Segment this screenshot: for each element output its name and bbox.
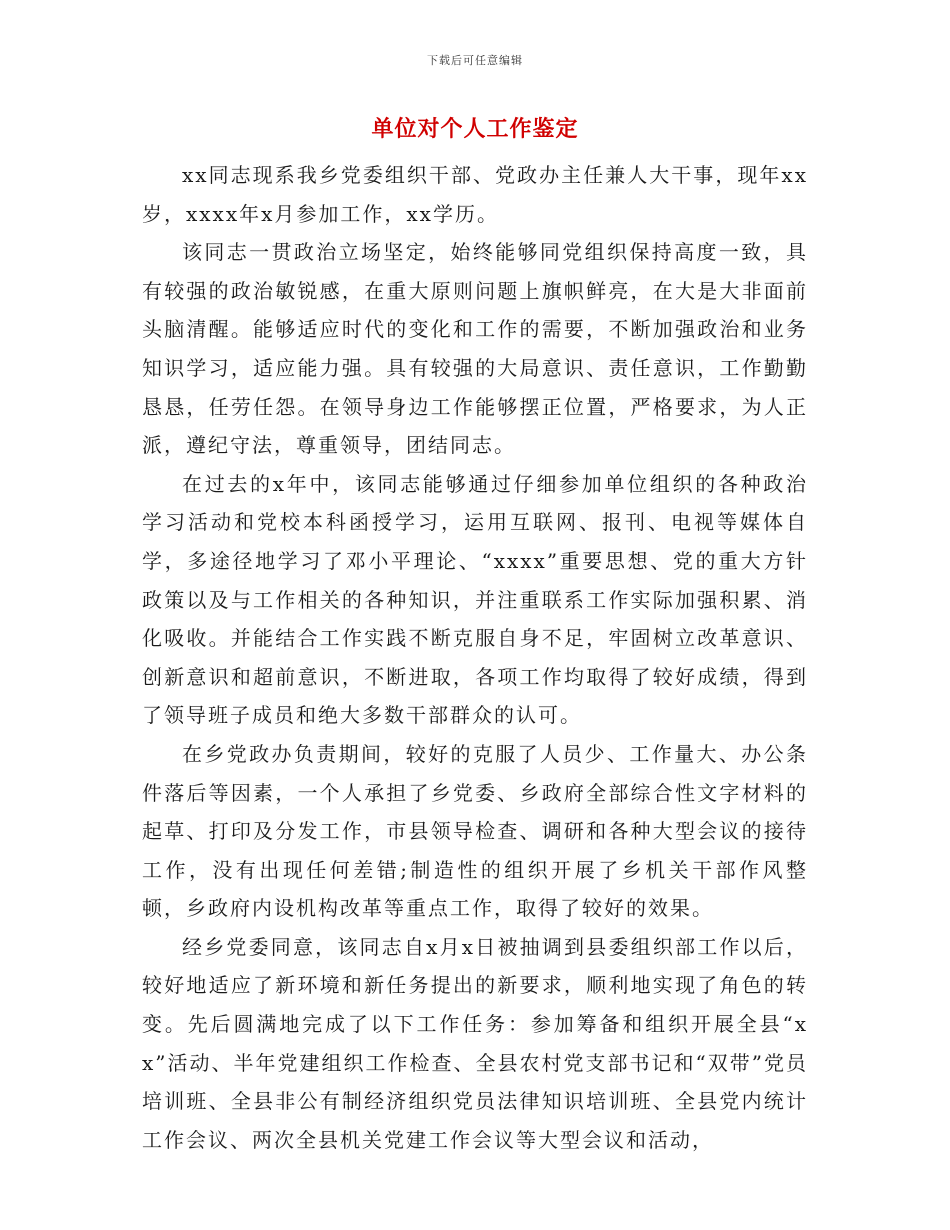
paragraph-intro: xx同志现系我乡党委组织干部、党政办主任兼人大干事，现年xx岁，xxxx年x月参加工作，xx学历。	[142, 163, 808, 226]
document-body	[142, 156, 808, 1159]
paragraph-office-work: 在乡党政办负责期间，较好的克服了人员少、工作量大、办公条件落后等因素，一个人承担了乡党委、乡政府全部综合性文字材料的起草、打印及分发工作，市县领导检查、调研和各种大型会议的接待工作，没有出现任何差错;制造性的组织开展了乡机关干部作风整顿，乡政府内设机构改革等重点工作，取得了较好的效果。	[142, 741, 808, 921]
header-note: 下载后可任意编辑	[427, 54, 523, 67]
paragraph-secondment: 经乡党委同意，该同志自x月x日被抽调到县委组织部工作以后，较好地适应了新环境和新任务提出的新要求，顺利地实现了角色的转变。先后圆满地完成了以下工作任务：参加筹备和组织开展全县“xx”活动、半年党建组织工作检查、全县农村党支部书记和“双带”党员培训班、全县非公有制经济组织党员法律知识培训班、全县党内统计工作会议、两次全县机关党建工作会议等大型会议和活动，	[142, 934, 808, 1152]
document-title: 单位对个人工作鉴定	[371, 116, 579, 142]
paragraph-study: 在过去的x年中，该同志能够通过仔细参加单位组织的各种政治学习活动和党校本科函授学习，运用互联网、报刊、电视等媒体自学，多途径地学习了邓小平理论、“xxxx”重要思想、党的重大方针政策以及与工作相关的各种知识，并注重联系工作实际加强积累、消化吸收。并能结合工作实践不断克服自身不足，牢固树立改革意识、创新意识和超前意识，不断进取，各项工作均取得了较好成绩，得到了领导班子成员和绝大多数干部群众的认可。	[142, 471, 808, 728]
paragraph-political-stance: 该同志一贯政治立场坚定，始终能够同党组织保持高度一致，具有较强的政治敏锐感，在重大原则问题上旗帜鲜亮，在大是大非面前头脑清醒。能够适应时代的变化和工作的需要，不断加强政治和业务知识学习，适应能力强。具有较强的大局意识、责任意识，工作勤勤恳恳，任劳任怨。在领导身边工作能够摆正位置，严格要求，为人正派，遵纪守法，尊重领导，团结同志。	[142, 240, 808, 458]
